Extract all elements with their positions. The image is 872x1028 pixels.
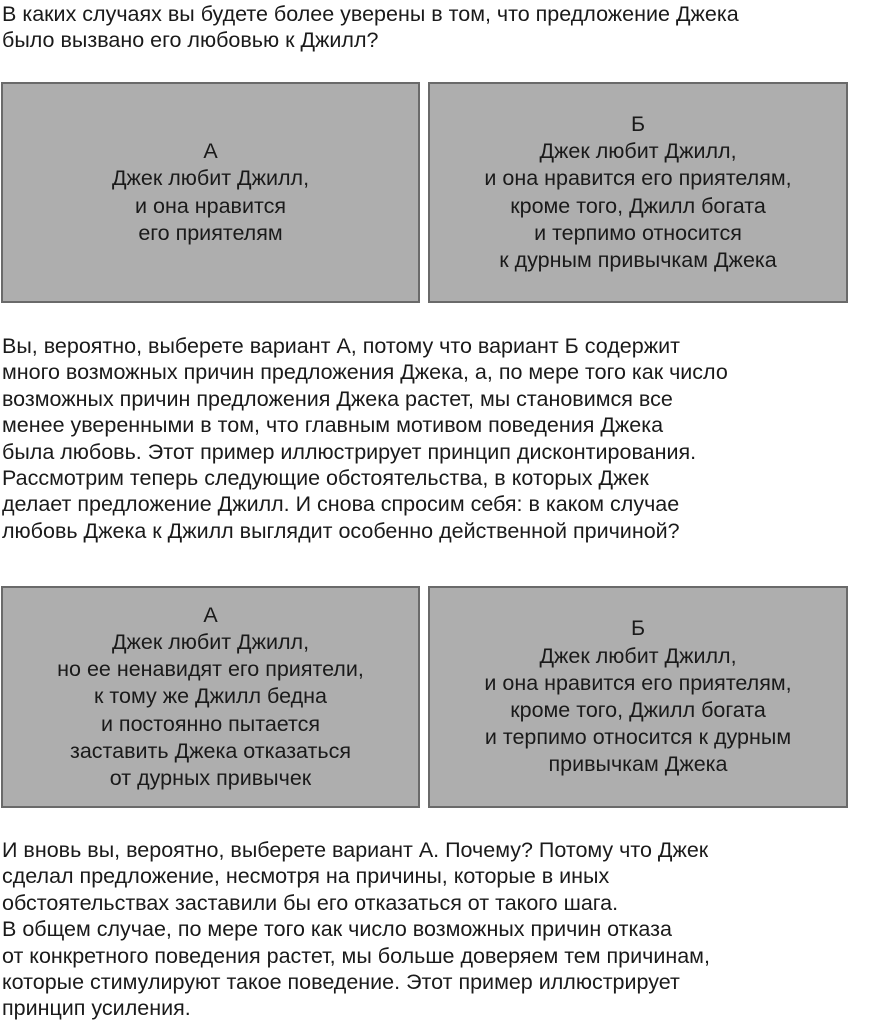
option-text-line: и она нравится: [135, 193, 286, 218]
example1-option-a-box: [1, 82, 420, 303]
example2-option-a-box: [1, 586, 420, 808]
option-text-line: Джек любит Джилл,: [539, 139, 737, 164]
option-text-line: и терпимо относится к дурным: [484, 725, 792, 750]
option-text-line: от дурных привычек: [109, 766, 312, 790]
option-letter: А: [203, 139, 218, 164]
option-text-line: заставить Джека отказаться: [69, 738, 351, 763]
text-line: возможных причин предложения Джека растет, мы становимся все: [2, 386, 673, 411]
example2-option-b-box: [428, 586, 848, 808]
text-line: И вновь вы, вероятно, выберете вариант А. Почему? Потому что Джек: [2, 838, 709, 862]
text-line: было вызвано его любовью к Джилл?: [2, 28, 379, 53]
text-line: была любовь. Этот пример иллюстрирует принцип дисконтирования.: [2, 439, 697, 464]
option-text-line: но ее ненавидят его приятели,: [57, 657, 364, 682]
option-text-line: к дурным привычкам Джека: [499, 247, 777, 272]
intro-question: [2, 1, 870, 54]
text-line: обстоятельствах заставили бы его отказаться от такого шага.: [2, 890, 619, 915]
text-line: много возможных причин предложения Джека, а, по мере того как число: [2, 360, 728, 385]
text-line: В общем случае, по мере того как число возможных причин отказа: [2, 917, 672, 942]
option-text-line: кроме того, Джилл богата: [510, 698, 766, 722]
option-text-line: и терпимо относится: [534, 220, 742, 245]
text-line: В каких случаях вы будете более уверены в том, что предложение Джека: [2, 2, 739, 26]
example1-option-b-box: [428, 82, 848, 303]
option-text-line: привычкам Джека: [548, 752, 728, 777]
option-text-line: Джек любит Джилл,: [111, 629, 310, 654]
option-letter: А: [203, 602, 218, 627]
text-line: которые стимулируют такое поведение. Этот пример иллюстрирует: [2, 970, 680, 995]
option-text-line: и она нравится его приятелям,: [484, 166, 792, 191]
text-line: делает предложение Джилл. И снова спросим себя: в каком случае: [2, 492, 680, 517]
option-text-line: его приятелям: [138, 220, 283, 245]
option-text-line: Джек любит Джилл,: [539, 643, 737, 668]
option-text-line: Джек любит Джилл,: [111, 166, 310, 191]
text-line: любовь Джека к Джилл выглядит особенно действенной причиной?: [2, 518, 680, 543]
option-text-line: к тому же Джилл бедна: [94, 684, 327, 709]
text-line: от конкретного поведения растет, мы больше доверяем тем причинам,: [2, 943, 710, 968]
text-line: сделал предложение, несмотря на причины, которые в иных: [2, 864, 610, 889]
option-letter: Б: [630, 111, 646, 136]
text-line: принцип усиления.: [2, 996, 191, 1021]
text-line: Вы, вероятно, выберете вариант А, потому что вариант Б содержит: [2, 334, 680, 358]
option-text-line: кроме того, Джилл богата: [510, 193, 766, 218]
option-text-line: и она нравится его приятелям,: [484, 670, 792, 695]
text-line: менее уверенными в том, что главным мотивом поведения Джека: [2, 413, 664, 438]
discounting-paragraph: [2, 333, 870, 544]
option-text-line: и постоянно пытается: [100, 711, 321, 736]
augmentation-paragraph: [2, 837, 870, 1022]
text-line: Рассмотрим теперь следующие обстоятельства, в которых Джек: [2, 466, 649, 491]
option-letter: Б: [630, 616, 646, 641]
